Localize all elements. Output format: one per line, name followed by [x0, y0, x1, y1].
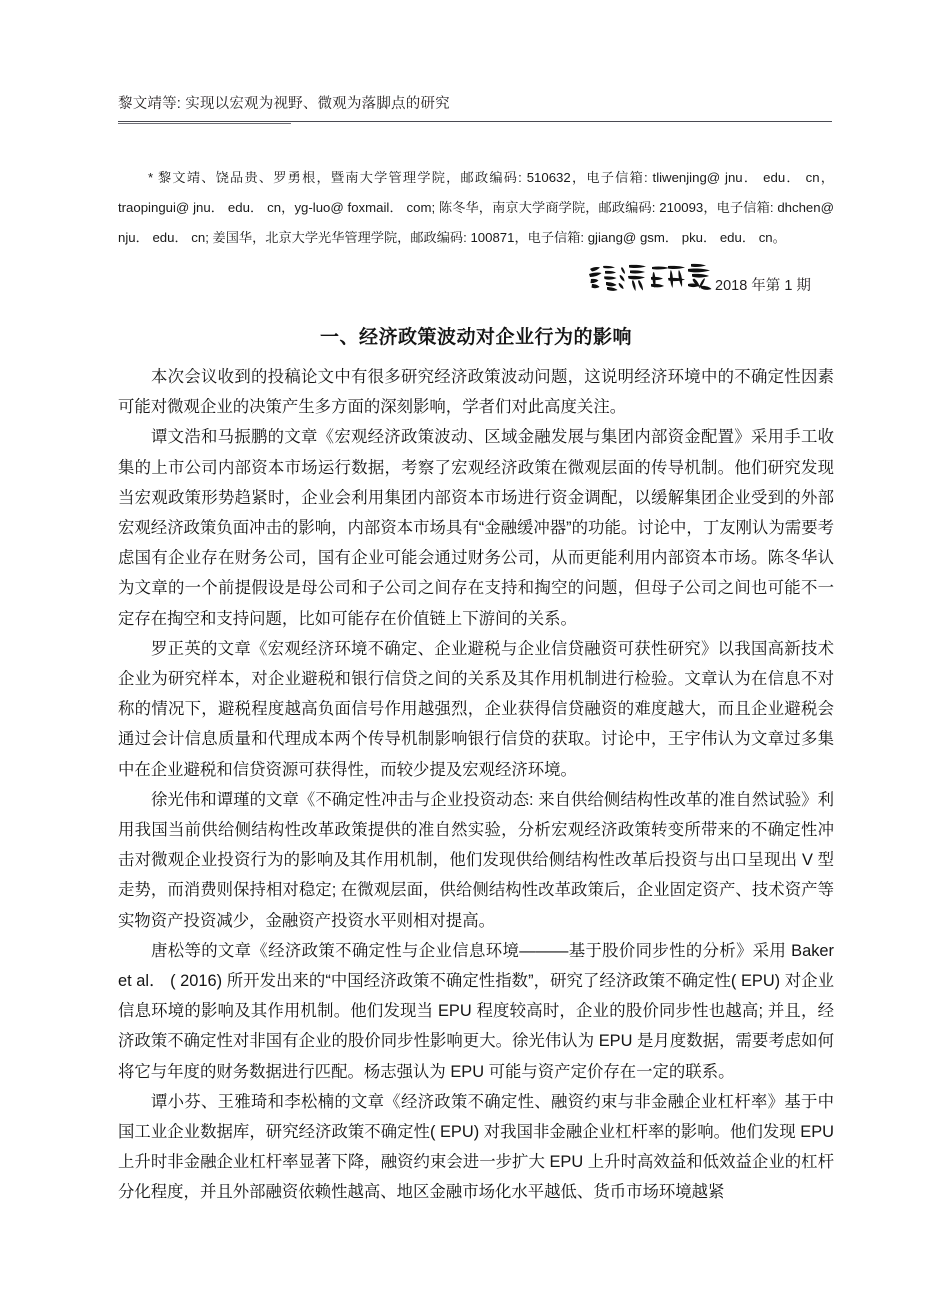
author-footnote-text: * 黎文靖、饶品贵、罗勇根，暨南大学管理学院，邮政编码: 510632，电子信箱: tliwenjing@ jnu． edu． cn，traopingui@ jnu． edu． cn，yg-luo@ foxmail． com; 陈冬华，南京大学商学院，邮政编码: 210093，电子信箱: dhchen@ nju． edu． cn; 姜国华，北京大学光华管理学院，邮政编码: 100871，电子信箱: gjiang@ gsm． pku． edu． cn。 — [118, 170, 834, 245]
paragraph: 谭小芬、王雅琦和李松楠的文章《经济政策不确定性、融资约束与非金融企业杠杆率》基于中国工业企业数据库，研究经济政策不确定性( EPU) 对我国非金融企业杠杆率的影响。他们发现 EPU 上升时非金融企业杠杆率显著下降，融资约束会进一步扩大 EPU 上升时高效益和低效益企业的杠杆分化程度，并且外部融资依赖性越高、地区金融市场化水平越低、货币市场环境越紧 — [118, 1092, 834, 1202]
journal-masthead — [585, 258, 811, 296]
header-divider-line-top — [118, 121, 832, 122]
section-heading: 一、经济政策波动对企业行为的影响 — [319, 327, 632, 348]
masthead-issue-label: 2018 年第 1 期 — [715, 278, 811, 294]
article-body — [118, 362, 834, 1208]
journal-logo-icon — [585, 258, 713, 296]
paragraph: 徐光伟和谭瑾的文章《不确定性冲击与企业投资动态: 来自供给侧结构性改革的准自然试验》利用我国当前供给侧结构性改革政策提供的准自然实验，分析宏观经济政策转变所带来的不确定性冲击对微观企业投资行为的影响及其作用机制，他们发现供给侧结构性改革后投资与出口呈现出 V 型走势，而消费则保持相对稳定; 在微观层面，供给侧结构性改革政策后，企业固定资产、技术资产等实物资产投资减少，金融资产投资水平则相对提高。 — [118, 790, 834, 930]
paragraph: 谭文浩和马振鹏的文章《宏观经济政策波动、区域金融发展与集团内部资金配置》采用手工收集的上市公司内部资本市场运行数据，考察了宏观经济政策在微观层面的传导机制。他们研究发现当宏观政策形势趋紧时，企业会利用集团内部资本市场进行资金调配，以缓解集团企业受到的外部宏观经济政策负面冲击的影响，内部资本市场具有“金融缓冲器”的功能。讨论中，丁友刚认为需要考虑国有企业存在财务公司，国有企业可能会通过财务公司，从而更能利用内部资本市场。陈冬华认为文章的一个前提假设是母公司和子公司之间存在支持和掏空的问题，但母子公司之间也可能不一定存在掏空和支持问题，比如可能存在价值链上下游间的关系。 — [118, 428, 834, 628]
author-footnote — [118, 163, 834, 253]
paragraph: 唐松等的文章《经济政策不确定性与企业信息环境———基于股价同步性的分析》采用 Baker et al． ( 2016) 所开发出来的“中国经济政策不确定性指数”，研究了经济政策不确定性( EPU) 对企业信息环境的影响及其作用机制。他们发现当 EPU 程度较高时，企业的股价同步性也越高; 并且，经济政策不确定性对非国有企业的股价同步性影响更大。徐光伟认为 EPU 是月度数据，需要考虑如何将它与年度的财务数据进行匹配。杨志强认为 EPU 可能与资产定价存在一定的联系。 — [118, 941, 834, 1081]
header-divider — [118, 119, 832, 125]
running-head-title: 黎文靖等: 实现以宏观为视野、微观为落脚点的研究 — [118, 96, 450, 112]
header-divider-line-bottom — [118, 123, 291, 124]
paragraph: 罗正英的文章《宏观经济环境不确定、企业避税与企业信贷融资可获性研究》以我国高新技术企业为研究样本，对企业避税和银行信贷之间的关系及其作用机制进行检验。文章认为在信息不对称的情况下，避税程度越高负面信号作用越强烈，企业获得信贷融资的难度越大，而且企业避税会通过会计信息质量和代理成本两个传导机制影响银行信贷的获取。讨论中，王宇伟认为文章过多集中在企业避税和信贷资源可获得性，而较少提及宏观经济环境。 — [118, 639, 834, 779]
running-head — [118, 92, 832, 125]
paragraph: 本次会议收到的投稿论文中有很多研究经济政策波动问题，这说明经济环境中的不确定性因素可能对微观企业的决策产生多方面的深刻影响，学者们对此高度关注。 — [118, 368, 834, 417]
